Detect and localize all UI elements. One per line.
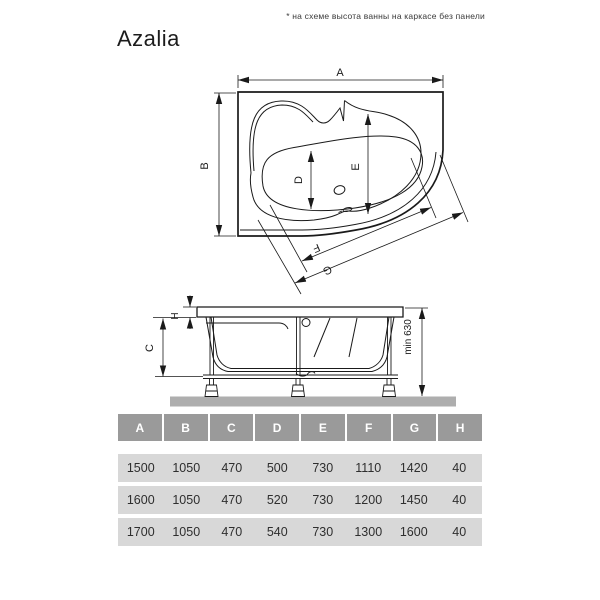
table-cell: 1050	[172, 461, 201, 475]
dim-e-label: E	[350, 163, 362, 171]
table-cell: 40	[452, 525, 467, 539]
table-cell: 1110	[355, 461, 382, 475]
table-header-cell: G	[393, 414, 437, 441]
dim-b-label: B	[199, 162, 211, 170]
table-header-cell: F	[347, 414, 391, 441]
bath-side-view	[144, 296, 456, 407]
table-cell: 1700	[126, 525, 155, 539]
table-cell: 40	[452, 461, 467, 475]
side-overflow	[302, 319, 310, 327]
dim-h-label: H	[170, 312, 181, 320]
min-height-label: min 630	[403, 319, 414, 355]
side-rim	[197, 307, 403, 317]
table-header-cell: B	[164, 414, 208, 441]
table-cell: 40	[452, 493, 467, 507]
page-title: Azalia	[117, 26, 180, 51]
dimension-f	[270, 158, 436, 272]
table-cell: 1600	[399, 525, 428, 539]
dim-c-label: C	[144, 344, 156, 352]
table-cell: 730	[312, 493, 334, 507]
table-header-row	[118, 414, 482, 441]
bowl-floor	[262, 136, 422, 211]
table-cell: 1050	[172, 493, 201, 507]
table-cell: 500	[266, 461, 288, 475]
table-header-cell: E	[301, 414, 345, 441]
table-header-cell: D	[255, 414, 299, 441]
table-cell: 1600	[126, 493, 155, 507]
dim-d-label: D	[293, 176, 305, 184]
table-cell: 470	[221, 525, 243, 539]
support-frame	[203, 317, 398, 379]
headrest-inner-curve	[253, 105, 313, 171]
table-cell: 1420	[399, 461, 428, 475]
dimension-c	[155, 319, 203, 377]
technical-drawing	[0, 55, 600, 410]
table-cell: 1300	[354, 525, 383, 539]
table-row	[118, 518, 482, 546]
table-header-cell: H	[438, 414, 482, 441]
table-cell: 540	[266, 525, 288, 539]
dim-f-label: F	[310, 240, 322, 255]
table-row	[118, 486, 482, 514]
ground	[170, 397, 456, 407]
table-cell: 1200	[354, 493, 383, 507]
table-cell: 730	[312, 525, 334, 539]
footnote: * на схеме высота ванны на каркасе без панели	[286, 11, 485, 21]
dimensions-table	[118, 414, 482, 550]
table-cell: 470	[221, 493, 243, 507]
drain-hole	[333, 184, 346, 195]
table-cell: 1500	[126, 461, 155, 475]
table-header-cell: C	[210, 414, 254, 441]
table-header-cell: A	[118, 414, 162, 441]
frame-feet	[205, 379, 396, 397]
table-row	[118, 454, 482, 482]
dimension-b	[214, 93, 236, 236]
side-pipes	[314, 318, 357, 357]
dimension-h	[153, 296, 196, 330]
table-cell: 1450	[399, 493, 428, 507]
tub-inner-rim	[240, 152, 436, 230]
table-cell: 730	[312, 461, 334, 475]
dim-a-label: A	[336, 67, 344, 79]
bath-top-view	[199, 67, 468, 294]
dimension-g	[258, 155, 468, 294]
table-cell: 470	[221, 461, 243, 475]
table-cell: 1050	[172, 525, 201, 539]
table-cell: 520	[266, 493, 288, 507]
dim-g-label: G	[320, 262, 334, 277]
table-body	[118, 454, 482, 546]
